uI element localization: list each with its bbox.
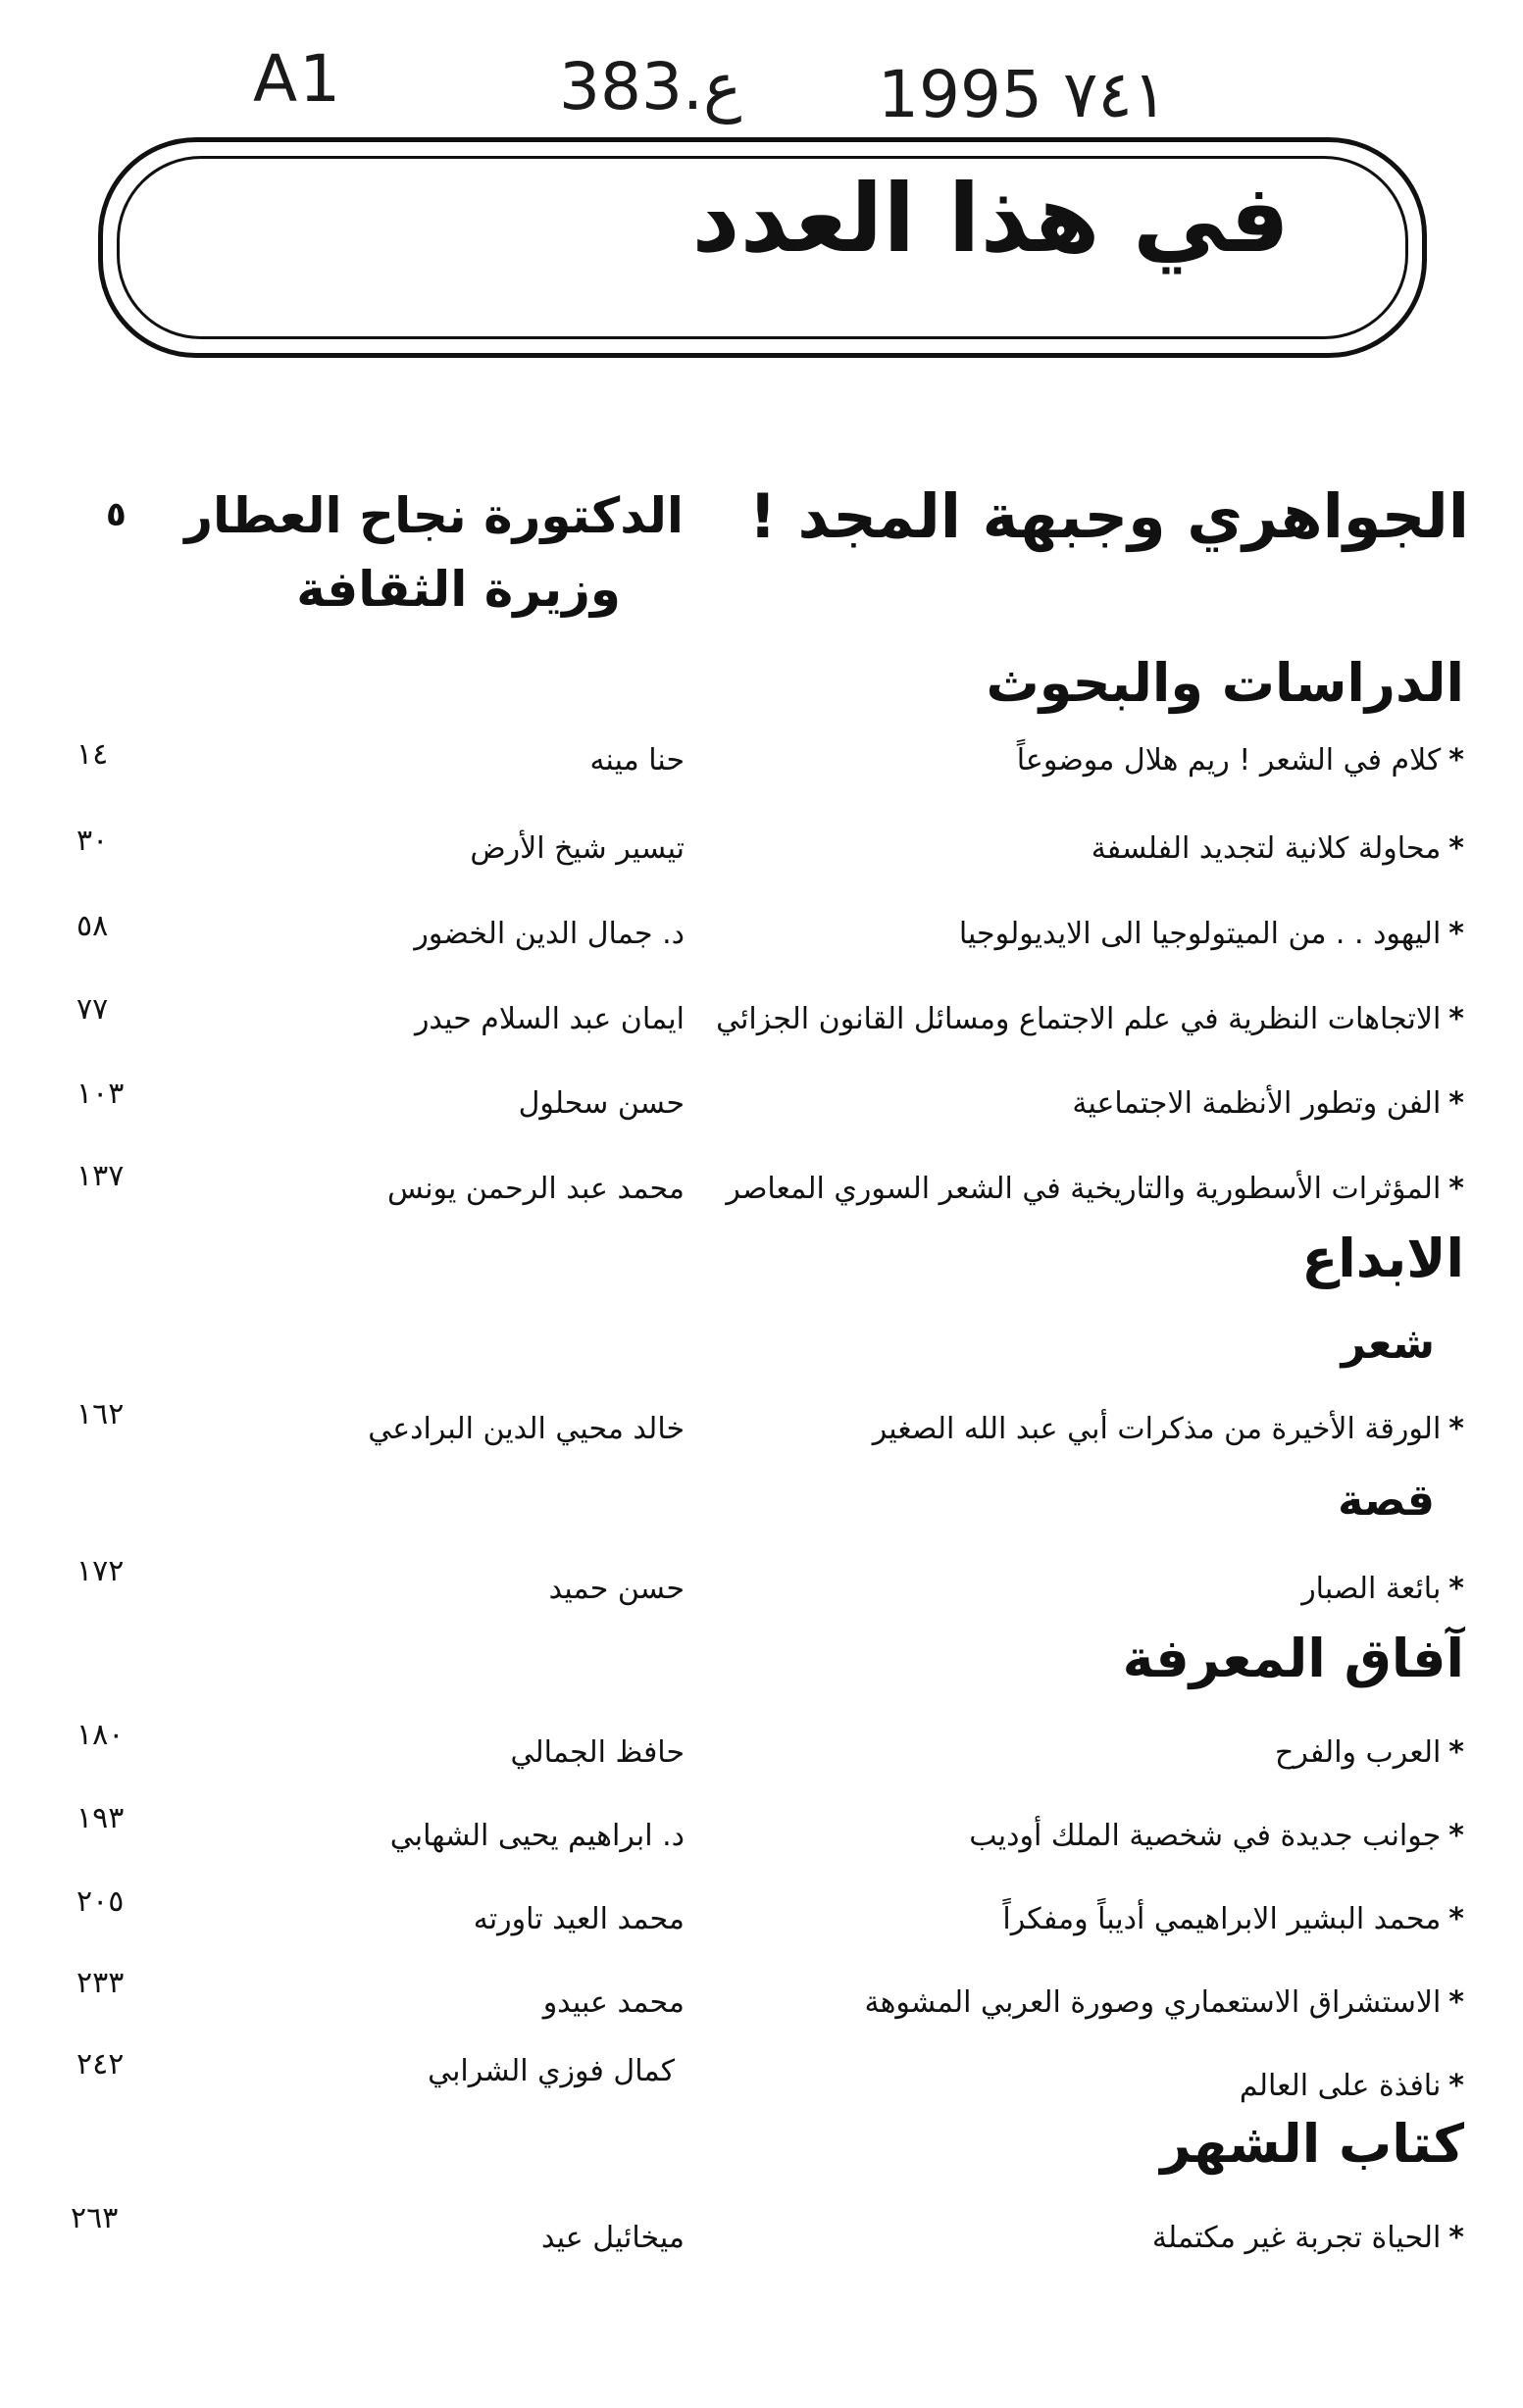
toc-entry-page: ١٩٣ xyxy=(76,1801,125,1835)
toc-entry-page: ٢٣٣ xyxy=(76,1966,125,2000)
toc-entry-title xyxy=(1240,2069,1464,2103)
banner-title: في هذا العدد xyxy=(691,164,1290,274)
toc-entry-title xyxy=(865,1985,1464,2020)
bullet-icon: * xyxy=(1448,1735,1464,1770)
handwritten-code-left: A1 xyxy=(253,41,343,117)
feature-author-role: وزيرة الثقافة xyxy=(296,561,621,618)
toc-entry-author: حسن سحلول xyxy=(518,1086,685,1121)
subsection-heading-poetry: شعر xyxy=(1341,1319,1435,1369)
bullet-icon: * xyxy=(1448,743,1464,778)
toc-entry-author: د. جمال الدين الخضور xyxy=(414,917,685,951)
toc-entry-author: محمد عبد الرحمن يونس xyxy=(386,1172,685,1206)
feature-title: الجواهري وجبهة المجد ! xyxy=(748,480,1469,552)
handwritten-code-middle: 383.ع xyxy=(559,49,742,125)
section-heading-creativity: الابداع xyxy=(1301,1228,1464,1289)
toc-entry-page: ٥٨ xyxy=(76,909,109,943)
toc-entry-page: ١٨٠ xyxy=(76,1718,125,1752)
toc-entry-title xyxy=(1002,1902,1464,1936)
bullet-icon: * xyxy=(1448,1412,1464,1446)
feature-page-number: ٥ xyxy=(106,495,127,534)
toc-entry-page: ٣٠ xyxy=(76,824,109,858)
toc-entry-title xyxy=(959,917,1464,951)
feature-author: الدكتورة نجاح العطار xyxy=(184,487,684,544)
entry-title-text: الاتجاهات النظرية في علم الاجتماع ومسائل القانون الجزائي xyxy=(716,1002,1442,1036)
toc-entry-title xyxy=(1091,831,1464,866)
entry-title-text: كلام في الشعر ! ريم هلال موضوعاً xyxy=(1016,743,1442,778)
toc-entry-page: ١٧٢ xyxy=(76,1554,125,1588)
entry-title-text: الحياة تجربة غير مكتملة xyxy=(1151,2221,1442,2255)
bullet-icon: * xyxy=(1448,1902,1464,1936)
toc-entry-title xyxy=(873,1412,1464,1446)
bullet-icon: * xyxy=(1448,1002,1464,1036)
toc-entry-author: تيسير شيخ الأرض xyxy=(470,831,685,866)
entry-title-text: الورقة الأخيرة من مذكرات أبي عبد الله الصغير xyxy=(872,1412,1442,1446)
bullet-icon: * xyxy=(1448,2221,1464,2255)
toc-entry-title xyxy=(1017,743,1464,778)
entry-title-text: الفن وتطور الأنظمة الاجتماعية xyxy=(1072,1086,1442,1121)
entry-title-text: جوانب جديدة في شخصية الملك أوديب xyxy=(969,1819,1442,1853)
toc-entry-author: حنا مينه xyxy=(589,743,685,778)
toc-entry-page: ٧٧ xyxy=(76,992,109,1027)
toc-entry-title xyxy=(1275,1735,1464,1770)
toc-entry-author: محمد عبيدو xyxy=(542,1985,685,2020)
entry-title-text: المؤثرات الأسطورية والتاريخية في الشعر السوري المعاصر xyxy=(726,1172,1442,1206)
toc-entry-title xyxy=(726,1172,1464,1206)
toc-entry-title xyxy=(716,1002,1464,1036)
bullet-icon: * xyxy=(1448,2069,1464,2103)
toc-entry-author: كمال فوزي الشرابي xyxy=(428,2054,675,2088)
toc-entry-page: ١٤ xyxy=(76,737,109,772)
handwritten-code-right: 1995 ٧٤١ xyxy=(878,57,1168,132)
bullet-icon: * xyxy=(1448,1572,1464,1606)
toc-entry-page: ٢٤٢ xyxy=(76,2047,125,2082)
toc-entry-page: ٢٦٣ xyxy=(71,2201,119,2235)
toc-entry-author: خالد محيي الدين البرادعي xyxy=(368,1412,685,1446)
issue-contents-banner xyxy=(98,137,1427,358)
section-heading-studies: الدراسات والبحوث xyxy=(986,652,1464,714)
toc-entry-title xyxy=(969,1819,1464,1853)
entry-title-text: نافذة على العالم xyxy=(1239,2069,1442,2103)
toc-entry-author: ميخائيل عيد xyxy=(541,2221,685,2255)
entry-title-text: محمد البشير الابراهيمي أديباً ومفكراً xyxy=(1002,1902,1442,1936)
toc-entry-title xyxy=(1152,2221,1464,2255)
bullet-icon: * xyxy=(1448,1086,1464,1121)
bullet-icon: * xyxy=(1448,1172,1464,1206)
subsection-heading-story: قصة xyxy=(1338,1476,1435,1526)
toc-entry-page: ١٣٧ xyxy=(76,1159,125,1193)
toc-entry-author: حسن حميد xyxy=(548,1572,685,1606)
entry-title-text: محاولة كلانية لتجديد الفلسفة xyxy=(1091,831,1442,866)
bullet-icon: * xyxy=(1448,917,1464,951)
section-heading-horizons: آفاق المعرفة xyxy=(1122,1628,1464,1689)
toc-entry-title xyxy=(1072,1086,1464,1121)
entry-title-text: اليهود . . من الميتولوجيا الى الايديولوجيا xyxy=(958,917,1442,951)
toc-entry-author: حافظ الجمالي xyxy=(510,1735,685,1770)
bullet-icon: * xyxy=(1448,1985,1464,2020)
toc-entry-author: د. ابراهيم يحيى الشهابي xyxy=(389,1819,685,1853)
toc-entry-author: ايمان عبد السلام حيدر xyxy=(414,1002,685,1036)
toc-entry-title xyxy=(1301,1572,1464,1606)
section-heading-book: كتاب الشهر xyxy=(1160,2113,1464,2175)
bullet-icon: * xyxy=(1448,831,1464,866)
entry-title-text: العرب والفرح xyxy=(1274,1735,1442,1770)
entry-title-text: بائعة الصبار xyxy=(1301,1572,1442,1606)
toc-entry-author: محمد العيد تاورته xyxy=(473,1902,685,1936)
toc-entry-page: ١٦٢ xyxy=(76,1397,125,1431)
toc-entry-page: ١٠٣ xyxy=(76,1077,125,1111)
entry-title-text: الاستشراق الاستعماري وصورة العربي المشوهة xyxy=(864,1985,1442,2020)
bullet-icon: * xyxy=(1448,1819,1464,1853)
toc-entry-page: ٢٠٥ xyxy=(76,1884,125,1919)
